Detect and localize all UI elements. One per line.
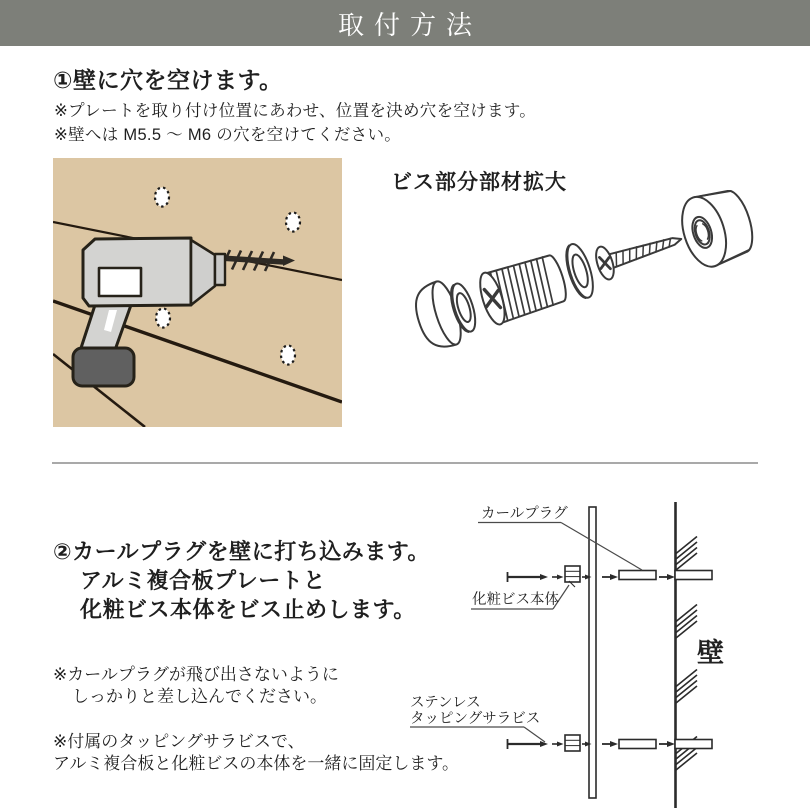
page-title: 取付方法 (337, 9, 482, 40)
label-curl-plug: カールプラグ (481, 506, 568, 522)
step2-heading (53, 537, 430, 624)
aluminum-plate (589, 507, 596, 798)
step2-heading-line2: アルミ複合板プレートと (80, 568, 326, 593)
step2-notes-a (53, 664, 339, 708)
arrow-icon (557, 575, 564, 580)
arrow-icon (667, 574, 675, 580)
step2-heading-line1: ②カールプラグを壁に打ち込みます。 (53, 539, 430, 564)
hole-dotted (156, 309, 170, 328)
arrow-icon (667, 741, 675, 747)
screw-body-square (565, 566, 580, 582)
hole-dotted (286, 213, 300, 232)
step1-note-line1: ※プレートを取り付け位置にあわせ、位置を決め穴を空けます。 (54, 102, 537, 120)
nut-part (674, 190, 760, 272)
curl-plug-in-wall (675, 571, 712, 580)
arrow-icon (610, 741, 618, 747)
drill-chuck (215, 254, 225, 285)
hole-dotted (281, 346, 295, 365)
arrow-icon (610, 574, 618, 580)
tapping-screw-part (593, 223, 687, 282)
step1-note-line2: ※壁へは M5.5 ～ M6 の穴を空けてください。 (54, 125, 402, 144)
drill-label-plate (99, 268, 141, 296)
hole-dotted (155, 188, 169, 207)
step2-heading-line3: 化粧ビス本体をビス止めします。 (80, 597, 416, 622)
step2-note-b2: アルミ複合板と化粧ビスの本体を一緒に固定します。 (53, 754, 459, 773)
section-divider (52, 462, 758, 464)
label-decorative-screw-body: 化粧ビス本体 (472, 592, 559, 608)
wall-installation-diagram (405, 495, 735, 810)
step2-note-b1: ※付属のタッピングサラビスで、 (53, 732, 305, 751)
label-stainless-line1: ステンレス (410, 695, 481, 711)
screw-tip (540, 574, 548, 580)
step1-notes (54, 100, 536, 147)
threaded-body-part (475, 251, 570, 327)
step1-heading: ①壁に穴を空けます。 (53, 67, 283, 93)
screw-parts-diagram (368, 190, 808, 402)
drill-illustration (53, 158, 342, 427)
curl-plug-shape (619, 740, 656, 749)
arrow-icon (557, 742, 564, 747)
step2-note-a1: ※カールプラグが飛び出さないように (53, 665, 339, 684)
step2-note-a2: しっかりと差し込んでください。 (72, 687, 327, 706)
label-stainless-line2: タッピングサラビス (410, 711, 541, 727)
curl-plug-shape (619, 571, 656, 580)
assembly-row-top (508, 566, 713, 587)
screw-parts-title: ビス部分部材拡大 (391, 171, 567, 194)
curl-plug-in-wall (675, 740, 712, 749)
screw-body-square (565, 735, 580, 751)
label-stainless-tapping-screw (410, 695, 540, 727)
page-header (0, 0, 810, 46)
label-wall: 壁 (697, 638, 724, 668)
drill-battery (73, 348, 134, 386)
step2-notes-b (53, 731, 459, 775)
